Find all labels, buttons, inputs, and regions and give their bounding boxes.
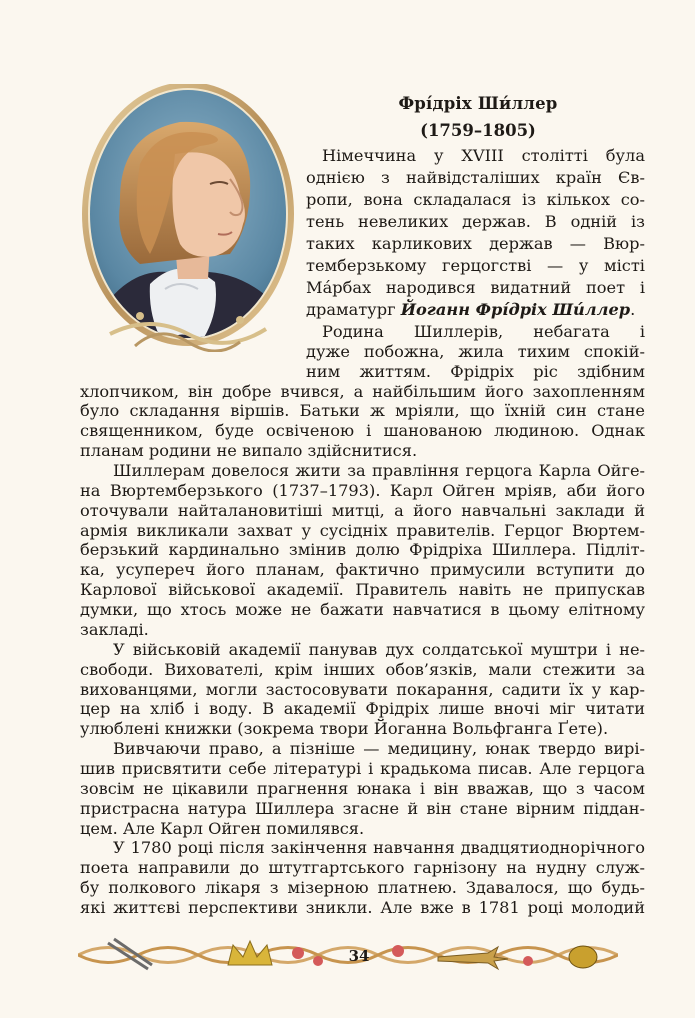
text-line: було складання віршів. Батьки ж мріяли, що їхній син стане (80, 401, 645, 421)
schiller-portrait (80, 84, 296, 352)
text-line: ка, усупереч його планам, фактично примусили вступити до (80, 560, 645, 580)
crown-icon (228, 941, 272, 965)
text-line: дуже побожна, жила тихим спокій- (306, 341, 645, 361)
text-line (306, 299, 645, 321)
text-line: Ма́рбах народився видатний поет і (306, 278, 645, 297)
text-line: таких карликових держав — Вюр- (306, 234, 645, 253)
text-line: берзький кардинально змінив долю Фрідріха Шиллера. Підліт- (80, 540, 645, 560)
beetle-icon (569, 946, 597, 968)
text-line: однією з найвідсталіших країн Єв- (306, 168, 645, 187)
author-name-title: Фрі́дріх Ши́ллер (398, 94, 558, 113)
text-line: цем. Але Карл Ойген помилявся. (80, 818, 365, 838)
text-line: хлопчиком, він добре вчився, а найбільшим його захопленням (80, 381, 645, 401)
text-line: шив присвятити себе літературі і крадькома писав. Але герцога (80, 758, 645, 778)
text-line: планам родини не випало здійснитися. (80, 441, 418, 461)
text-line: темберзькому герцогстві — у місті (306, 256, 645, 275)
text-line: Карлової військової академії. Правитель навіть не припускав (80, 580, 645, 600)
text-segment: драматург (306, 300, 401, 319)
quill-icon (108, 939, 152, 969)
text-line: Родина Шиллерів, небагата і (322, 322, 645, 341)
text-line: оточували найталановитіші митці, а його навчальні заклади й (80, 500, 645, 520)
text-line: улюблені книжки (зокрема твори Йоганна Вольфганга Ґете). (80, 719, 609, 739)
text-line: У військовій академії панував дух солдатської муштри і не- (113, 639, 645, 659)
text-line: армія викликали захват у сусідніх правителів. Герцог Вюртем- (80, 520, 645, 540)
text-line: закладі. (80, 619, 149, 639)
author-years: (1759–1805) (420, 121, 536, 140)
rose-icon (392, 945, 404, 957)
text-line: ропи, вона складалася із кількох со- (306, 190, 645, 209)
rose-icon (292, 947, 304, 959)
text-line: зовсім не цікавили прагнення юнака і він вважав, що з часом (80, 778, 645, 798)
text-line: думки, що хтось може не бажати навчатися в цьому елітному (80, 600, 645, 620)
text-line: на Вюртемберзького (1737–1793). Карл Ойген мріяв, аби його (80, 480, 645, 500)
text-line: цер на хліб і воду. В академії Фрідріх лише вночі міг читати (80, 699, 645, 719)
page-number: 34 (348, 947, 370, 965)
text-line: Німеччина у XVIII столітті була (322, 146, 645, 165)
author-full-name: Йоганн Фрі́дріх Ши́ллер (400, 300, 631, 319)
text-line: ним життям. Фрідріх ріс здібним (306, 361, 645, 381)
rose-icon (523, 956, 533, 966)
text-line: У 1780 році після закінчення навчання двадцятиоднорічного (113, 838, 645, 858)
text-line: пристрасна натура Шиллера згасне й він стане вірним піддан- (80, 798, 645, 818)
text-line: Шиллерам довелося жити за правління герцога Карла Ойге- (113, 461, 645, 481)
text-line: тень невеликих держав. В одній із (306, 212, 645, 231)
text-line: вихованцями, могли застосовувати покарання, садити їх у кар- (80, 679, 645, 699)
text-line: які життєві перспективи зникли. Але вже в 1781 році молодий (80, 898, 645, 917)
text-line: поета направили до штутгартського гарнізону на нудну служ- (80, 858, 645, 878)
text-line: свободи. Вихователі, крім інших обов’язків, мали стежити за (80, 659, 645, 679)
text-line: Вивчаючи право, а пізніше — медицину, юнак твердо вирі- (113, 739, 645, 759)
text-segment: . (630, 300, 636, 319)
rose-icon (313, 956, 323, 966)
text-line: священником, буде освіченою і шанованою людиною. Однак (80, 421, 645, 441)
text-line: бу полкового лікаря з мізерною платнею. Здавалося, що будь- (80, 878, 645, 898)
